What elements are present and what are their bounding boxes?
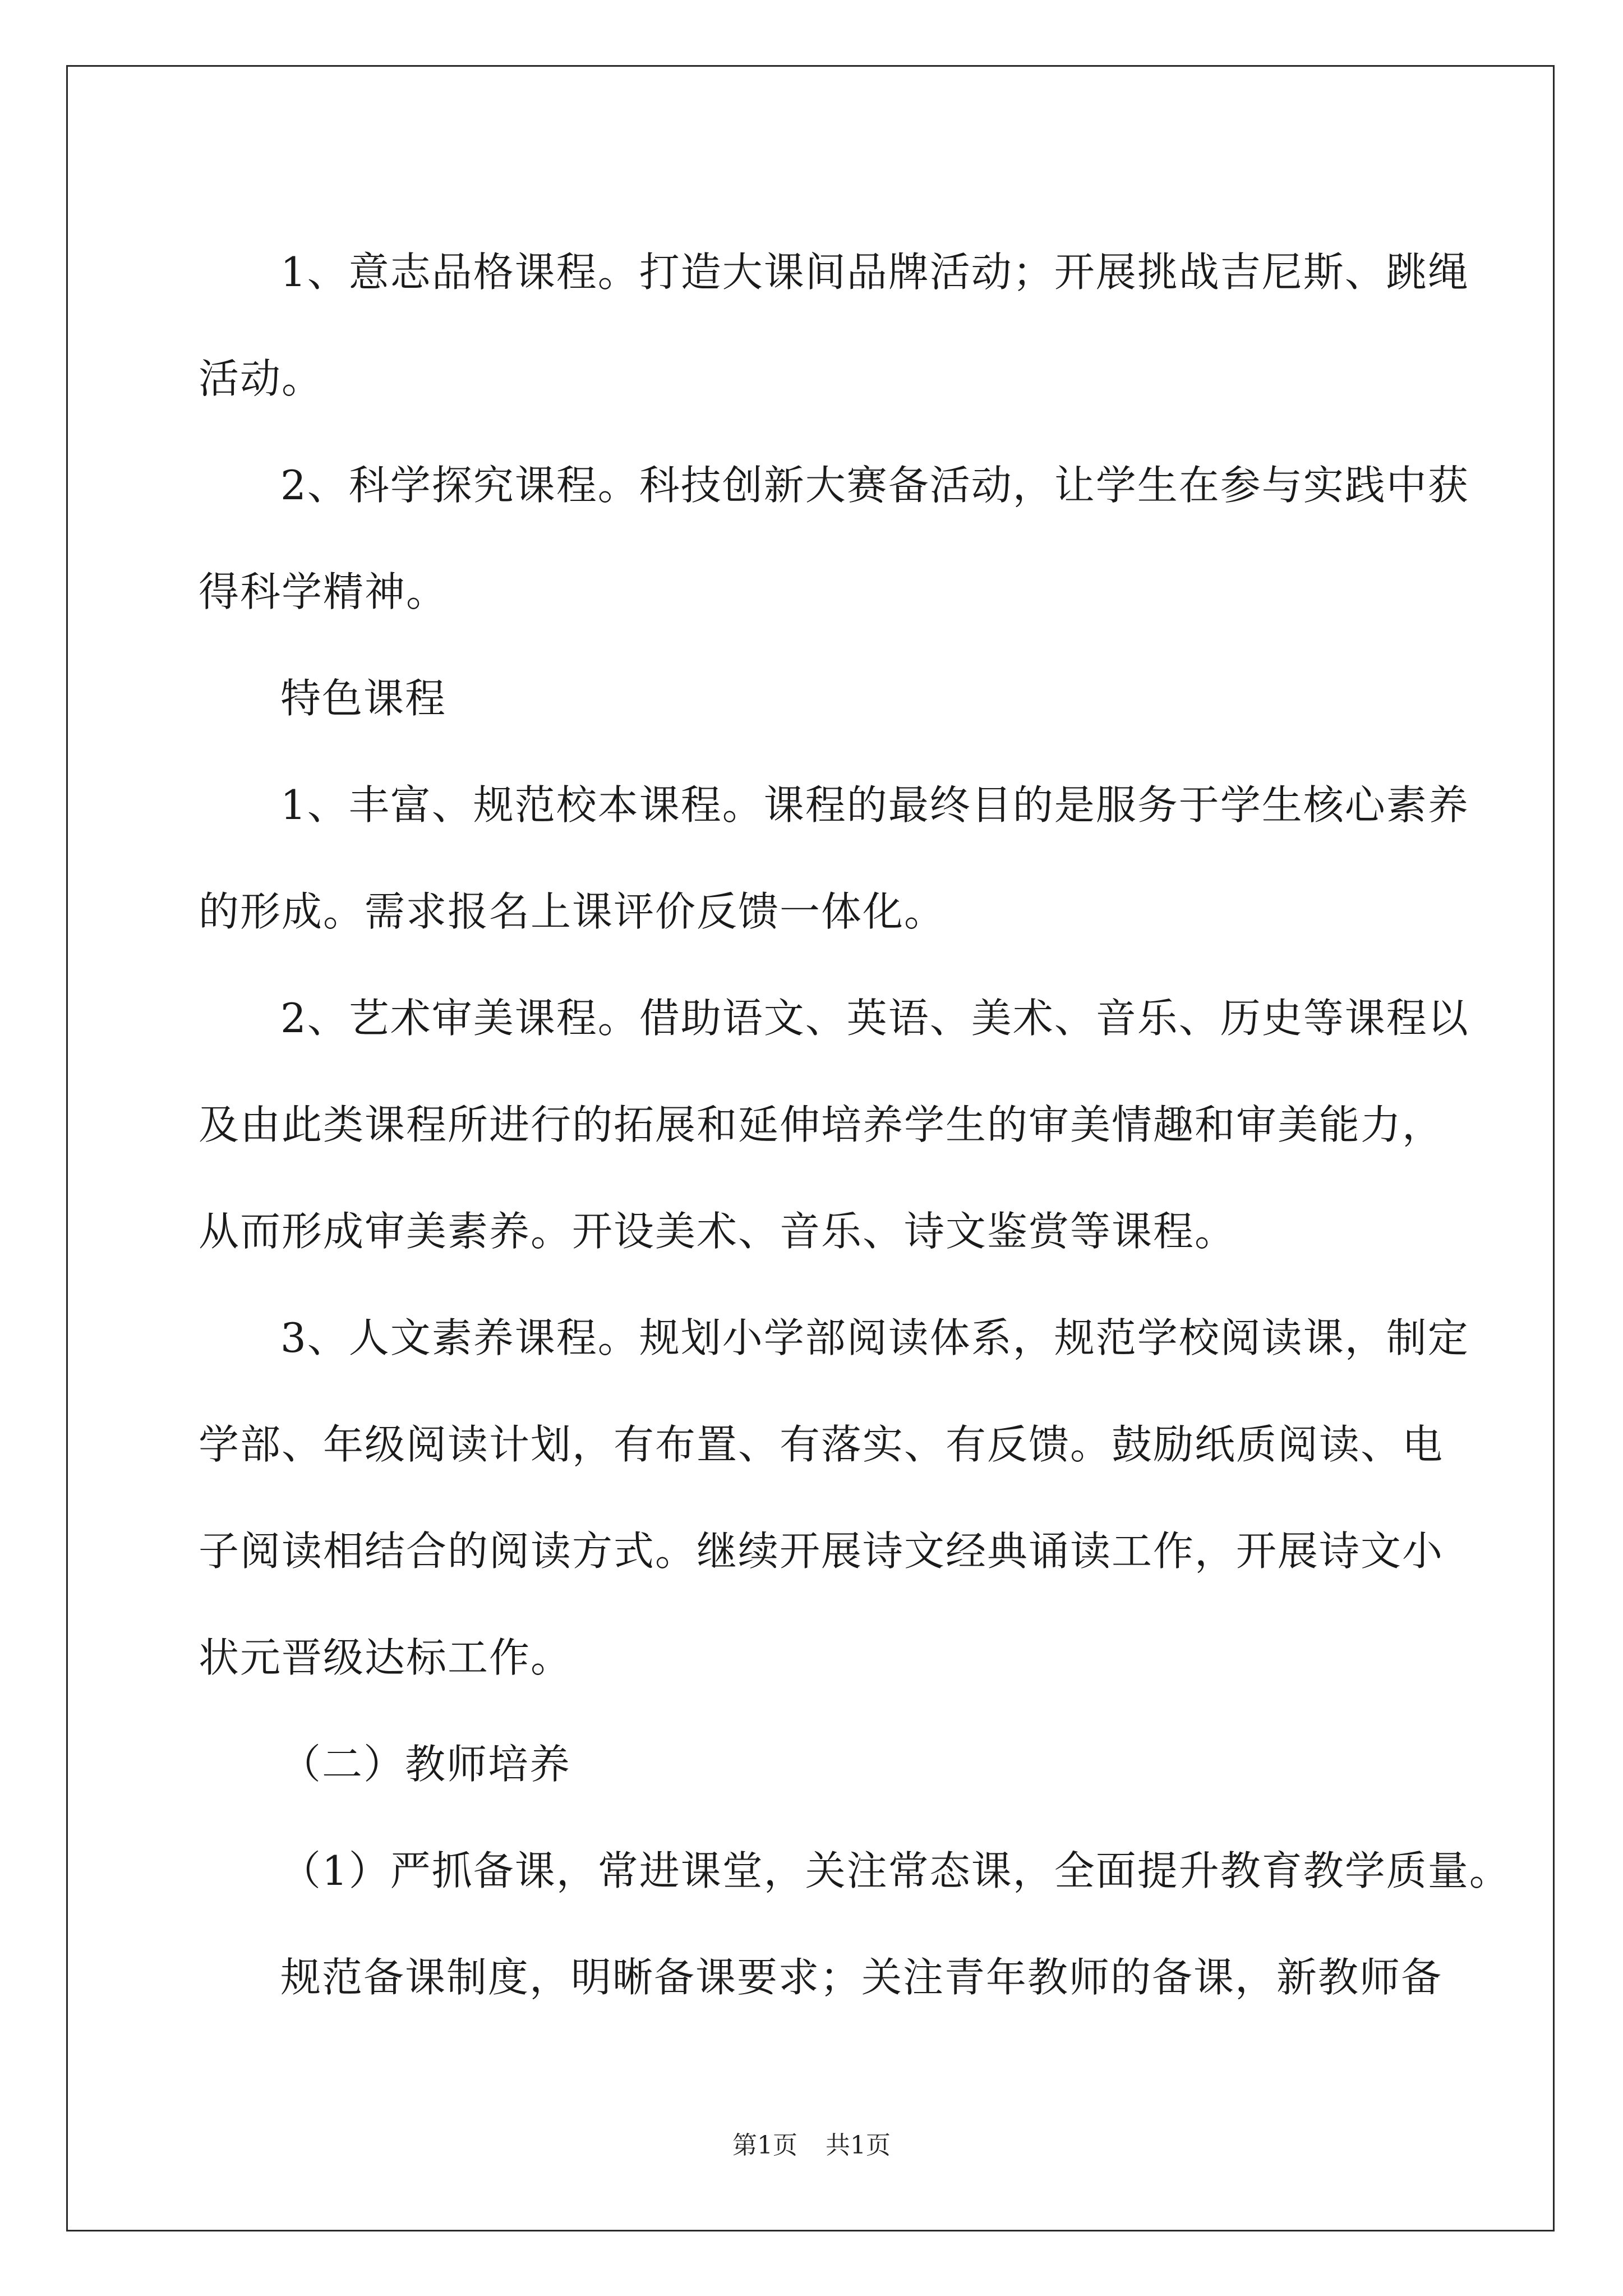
document-body — [199, 219, 1511, 2031]
paragraph-line-2: 活动。 — [199, 355, 324, 402]
paragraph-line-13: 子阅读相结合的阅读方式。继续开展诗文经典诵读工作，开展诗文小 — [199, 1527, 1444, 1575]
paragraph-line-7: 的形成。需求报名上课评价反馈一体化。 — [199, 888, 946, 935]
page-number: 第1页 — [732, 2131, 797, 2160]
paragraph-line-12: 学部、年级阅读计划，有布置、有落实、有反馈。鼓励纸质阅读、电 — [199, 1421, 1444, 1468]
paragraph-line-1: 1、意志品格课程。打造大课间品牌活动；开展挑战吉尼斯、跳绳 — [280, 249, 1469, 296]
page-footer — [0, 2129, 1623, 2162]
section-heading-teacher-training: （二）教师培养 — [280, 1741, 571, 1788]
total-pages: 共1页 — [826, 2131, 891, 2160]
paragraph-line-11: 3、人文素养课程。规划小学部阅读体系，规范学校阅读课，制定 — [280, 1314, 1469, 1361]
paragraph-line-6: 1、丰富、规范校本课程。课程的最终目的是服务于学生核心素养 — [280, 781, 1469, 829]
paragraph-line-16: （1）严抓备课，常进课堂，关注常态课，全面提升教育教学质量。 — [280, 1847, 1511, 1894]
paragraph-line-8: 2、艺术审美课程。借助语文、英语、美术、音乐、历史等课程以 — [280, 995, 1469, 1042]
paragraph-line-3: 2、科学探究课程。科技创新大赛备活动，让学生在参与实践中获 — [280, 462, 1469, 509]
paragraph-line-17: 规范备课制度，明晰备课要求；关注青年教师的备课，新教师备 — [280, 1954, 1443, 2001]
paragraph-line-10: 从而形成审美素养。开设美术、音乐、诗文鉴赏等课程。 — [199, 1208, 1237, 1255]
paragraph-line-9: 及由此类课程所进行的拓展和延伸培养学生的审美情趣和审美能力， — [199, 1101, 1444, 1148]
paragraph-line-4: 得科学精神。 — [199, 568, 448, 615]
paragraph-line-14: 状元晋级达标工作。 — [199, 1634, 573, 1681]
section-heading-special-courses: 特色课程 — [280, 675, 447, 722]
